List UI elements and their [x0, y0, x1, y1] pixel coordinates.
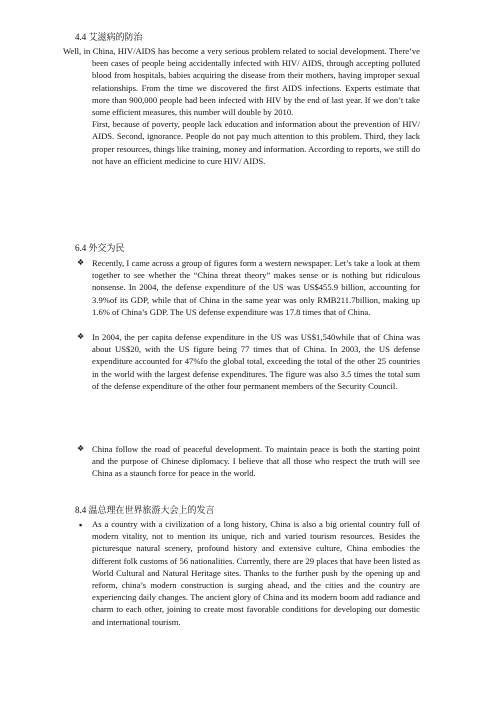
paragraph-aids-problem: Well, in China, HIV/AIDS has become a very serious problem related to social development. There’ve been cases of people being accidentally infected with HIV/ AIDS, through accepting polluted blood from hospitals, babies acquiring the disease from their mothers, having improper sexual relationships. From the time we discovered the first AIDS infections. Experts estimate that more than 900,000 people had been infected with HIV by the end of last year. If we don’t take some efficient measures, this number will double by 2010. [63, 46, 420, 118]
section-aids-body [63, 45, 420, 167]
paragraph-aids-causes: First, because of poverty, people lack education and information about the prevention of HIV/ AIDS. Second, ignorance. People do not pay much attention to this problem. Third, they lack proper resources, things like training, money and information. According to reports, we still do not have an efficient medicine to cure HIV/ AIDS. [92, 119, 420, 166]
square-bullet-icon: ▪ [79, 520, 83, 530]
list-item-peaceful-development: China follow the road of peaceful development. To maintain peace is both the starting point and the purpose of Chinese diplomacy. I believe that all those who respect the truth will see China as a staunch force for peace in the world. [92, 444, 420, 479]
section-heading-tourism: 8.4 温总理在世界旅游大会上的发言 [75, 505, 215, 515]
diamond-bullet-icon: ❖ [77, 258, 85, 267]
section-heading-aids: 4.4 艾滋病的防治 [75, 32, 143, 42]
list-item-per-capita-defense: In 2004, the per capita defense expenditure in the US was US$1,540while that of China was about US$20, with the US figure being 77 times that of China. In 2003, the US defense expenditure accounted for 47%fo the global total, exceeding the total of the other 25 countries in the world with the largest defense expenditures. The figure was also 3.5 times the total sum of the defense expenditure of the other four permanent members of the Security Council. [92, 332, 420, 391]
diamond-bullet-icon: ❖ [77, 444, 85, 453]
diamond-bullet-icon: ❖ [77, 332, 85, 341]
section-heading-diplomacy: 6.4 外交为民 [75, 243, 125, 253]
list-item-defense-comparison: Recently, I came across a group of figures form a western newspaper. Let’s take a look at them together to see whether the “China threat theory” makes sense or is nothing but ridiculous nonsense. In 2004, the defense expenditure of the US was US$455.9 billion, accounting for 3.9%of its GDP, while that of China in the same year was only RMB211.7billion, making up 1.6% of China’s GDP. The US defense expenditure was 17.8 times that of China. [92, 258, 420, 317]
list-item-tourism-resources: As a country with a civilization of a long history, China is also a big oriental country full of modern vitality, not to mention its unique, rich and varied tourism resources. Besides the picturesque natural scenery, profound history and extensive culture, China embodies the different folk customs of 56 nationalities. Currently, there are 29 places that have been listed as World Cultural and Natural Heritage sites. Thanks to the further push by the opening up and reform, china’s modern construction is surging ahead, and the cities and the country are experiencing daily changes. The ancient glory of China and its modern boom add radiance and charm to each other, joining to create most favorable conditions for developing our domestic and international tourism. [92, 519, 420, 627]
